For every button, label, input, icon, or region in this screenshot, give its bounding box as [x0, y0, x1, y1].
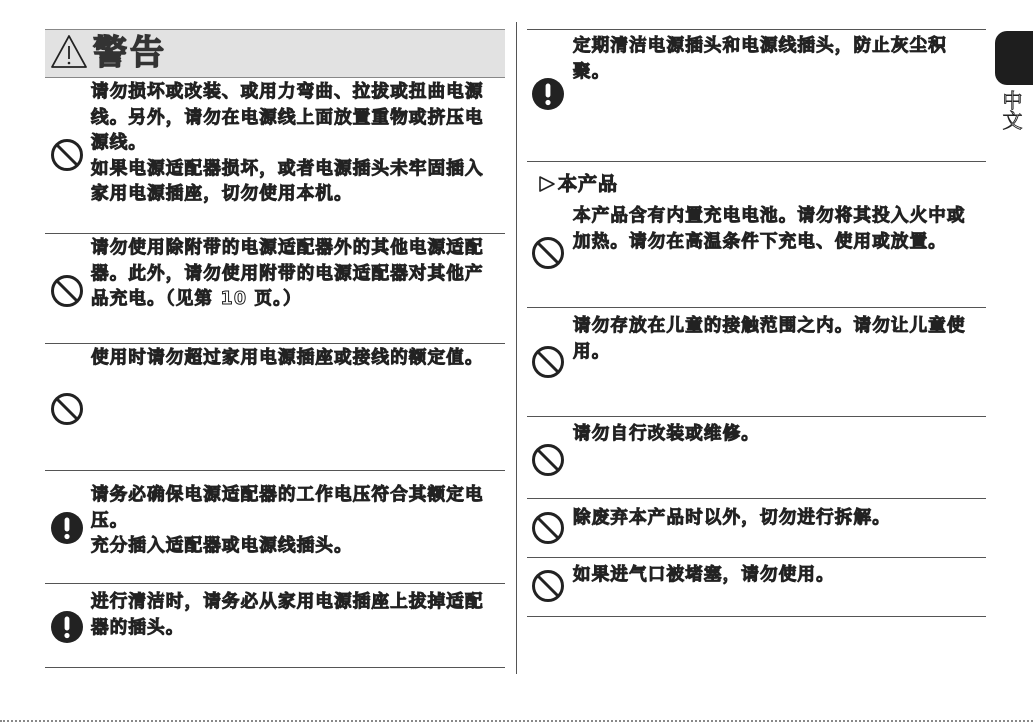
mandatory-icon: [531, 77, 565, 115]
prohibited-icon: [531, 443, 565, 481]
divider: [527, 498, 986, 499]
section-title: [538, 172, 618, 199]
warning-item-text: 请勿自行改装或维修。: [573, 424, 760, 444]
warning-title: 警告: [93, 33, 167, 73]
warning-item-text: 充分插入适配器或电源线插头。: [91, 536, 353, 556]
divider: [45, 233, 505, 234]
language-tab: [995, 31, 1033, 85]
divider: [45, 667, 505, 668]
prohibited-icon: [50, 138, 84, 176]
warning-item-text: 请务必确保电源适配器的工作电压符合其额定电压。: [91, 485, 484, 531]
divider: [527, 307, 986, 308]
warning-item-text: 如果电源适配器损坏，或者电源插头未牢固插入家用电源插座，切勿使用本机。: [91, 158, 484, 204]
warning-item-text: 本产品含有内置充电电池。请勿将其投入火中或加热。请勿在高温条件下充电、使用或放置。: [573, 206, 966, 252]
warning-header: [45, 29, 505, 78]
mandatory-icon: [50, 610, 84, 648]
prohibited-icon: [531, 345, 565, 383]
prohibited-icon: [50, 274, 84, 312]
divider: [45, 583, 505, 584]
divider: [527, 416, 986, 417]
divider: [45, 343, 505, 344]
prohibited-icon: [531, 569, 565, 607]
column-divider: [516, 22, 517, 674]
section-title-text: 本产品: [558, 173, 619, 195]
divider: [45, 470, 505, 471]
prohibited-icon: [531, 511, 565, 549]
page-trim-line: [0, 720, 1033, 722]
divider: [527, 557, 986, 558]
divider: [527, 161, 986, 162]
mandatory-icon: [50, 511, 84, 549]
triangle-arrow-icon: [538, 175, 556, 199]
warning-item-text: 如果进气口被堵塞，请勿使用。: [573, 565, 835, 585]
prohibited-icon: [531, 236, 565, 274]
warning-item-text: 除废弃本产品时以外，切勿进行拆解。: [573, 508, 891, 528]
warning-triangle-icon: [50, 34, 88, 74]
warning-item-text: 请勿损坏或改装、或用力弯曲、拉拔或扭曲电源线。另外，请勿在电源线上面放置重物或挤压电源线。: [91, 82, 484, 153]
divider: [527, 616, 986, 617]
language-tab-label: 中文: [999, 90, 1023, 130]
warning-item-text: 请勿使用除附带的电源适配器外的其他电源适配器。此外，请勿使用附带的电源适配器对其他产品充电。（见第 10 页。）: [91, 238, 484, 309]
divider: [527, 29, 986, 30]
prohibited-icon: [50, 392, 84, 430]
warning-item-text: 使用时请勿超过家用电源插座或接线的额定值。: [91, 348, 484, 368]
warning-item-text: 定期清洁电源插头和电源线插头，防止灰尘积聚。: [573, 36, 947, 82]
warning-item-text: 进行清洁时，请务必从家用电源插座上拔掉适配器的插头。: [91, 592, 484, 638]
warning-item-text: 请勿存放在儿童的接触范围之内。请勿让儿童使用。: [573, 316, 966, 362]
